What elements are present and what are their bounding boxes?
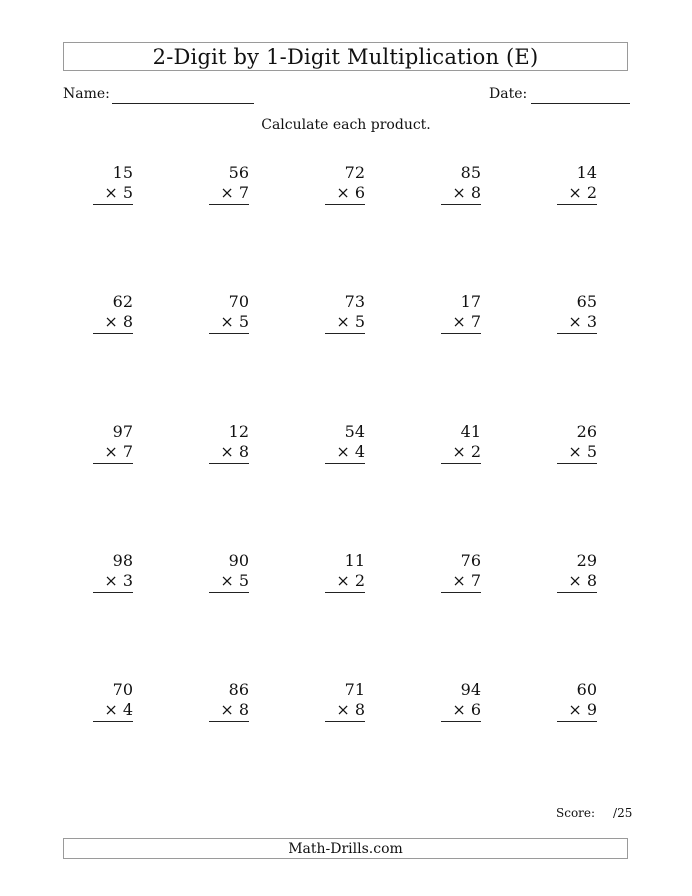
problem-25-bottom: × 9	[557, 700, 597, 722]
problem-25-top: 60	[576, 680, 597, 699]
problem-22-top: 86	[228, 680, 249, 699]
problem-5-top: 14	[576, 163, 597, 182]
problem-2	[209, 163, 249, 205]
problem-12	[209, 422, 249, 464]
problem-9-top: 17	[460, 292, 481, 311]
problem-23-top: 71	[344, 680, 365, 699]
problem-20-bottom: × 8	[557, 571, 597, 593]
problem-22	[209, 680, 249, 722]
problem-20-top: 29	[576, 551, 597, 570]
problem-23-bottom: × 8	[325, 700, 365, 722]
problem-7-bottom: × 5	[209, 312, 249, 334]
problem-4	[441, 163, 481, 205]
problem-7-top: 70	[228, 292, 249, 311]
problem-9	[441, 292, 481, 334]
problem-18	[325, 551, 365, 593]
problem-17-bottom: × 5	[209, 571, 249, 593]
problem-11-top: 97	[112, 422, 133, 441]
instructions: Calculate each product.	[261, 117, 431, 133]
problem-24-top: 94	[460, 680, 481, 699]
problem-21	[93, 680, 133, 722]
problem-5-bottom: × 2	[557, 183, 597, 205]
problem-2-top: 56	[228, 163, 249, 182]
problem-8-top: 73	[344, 292, 365, 311]
problem-15-top: 26	[576, 422, 597, 441]
problem-18-bottom: × 2	[325, 571, 365, 593]
problem-13-bottom: × 4	[325, 442, 365, 464]
problem-8	[325, 292, 365, 334]
problem-16	[93, 551, 133, 593]
problem-3	[325, 163, 365, 205]
footer: Math-Drills.com	[63, 838, 628, 859]
problem-24-bottom: × 6	[441, 700, 481, 722]
date-label: Date:	[489, 86, 528, 102]
problem-2-bottom: × 7	[209, 183, 249, 205]
problem-6	[93, 292, 133, 334]
problem-6-top: 62	[112, 292, 133, 311]
problem-12-bottom: × 8	[209, 442, 249, 464]
problem-14-top: 41	[460, 422, 481, 441]
problem-23	[325, 680, 365, 722]
problem-19	[441, 551, 481, 593]
problem-5	[557, 163, 597, 205]
problem-10-top: 65	[576, 292, 597, 311]
problem-13-top: 54	[344, 422, 365, 441]
worksheet-title: 2-Digit by 1-Digit Multiplication (E)	[63, 42, 628, 71]
problem-17	[209, 551, 249, 593]
problem-10	[557, 292, 597, 334]
problem-4-top: 85	[460, 163, 481, 182]
problem-8-bottom: × 5	[325, 312, 365, 334]
problem-24	[441, 680, 481, 722]
problem-21-bottom: × 4	[93, 700, 133, 722]
problem-3-bottom: × 6	[325, 183, 365, 205]
problem-7	[209, 292, 249, 334]
problem-16-bottom: × 3	[93, 571, 133, 593]
problem-11-bottom: × 7	[93, 442, 133, 464]
problem-13	[325, 422, 365, 464]
problem-6-bottom: × 8	[93, 312, 133, 334]
problem-25	[557, 680, 597, 722]
score-line	[556, 806, 632, 820]
problem-22-bottom: × 8	[209, 700, 249, 722]
date-line	[531, 103, 630, 104]
name-label: Name:	[63, 86, 110, 102]
problem-1	[93, 163, 133, 205]
problem-20	[557, 551, 597, 593]
problem-18-top: 11	[344, 551, 365, 570]
problem-1-top: 15	[112, 163, 133, 182]
name-line	[112, 103, 254, 104]
problem-10-bottom: × 3	[557, 312, 597, 334]
problem-15-bottom: × 5	[557, 442, 597, 464]
problem-14-bottom: × 2	[441, 442, 481, 464]
problem-15	[557, 422, 597, 464]
score-label: Score:	[556, 806, 596, 820]
score-total: /25	[613, 806, 633, 820]
problem-21-top: 70	[112, 680, 133, 699]
problem-11	[93, 422, 133, 464]
problem-1-bottom: × 5	[93, 183, 133, 205]
problem-16-top: 98	[112, 551, 133, 570]
problem-9-bottom: × 7	[441, 312, 481, 334]
problem-12-top: 12	[228, 422, 249, 441]
problem-4-bottom: × 8	[441, 183, 481, 205]
problem-19-top: 76	[460, 551, 481, 570]
problem-17-top: 90	[228, 551, 249, 570]
problem-19-bottom: × 7	[441, 571, 481, 593]
problem-14	[441, 422, 481, 464]
problem-3-top: 72	[344, 163, 365, 182]
